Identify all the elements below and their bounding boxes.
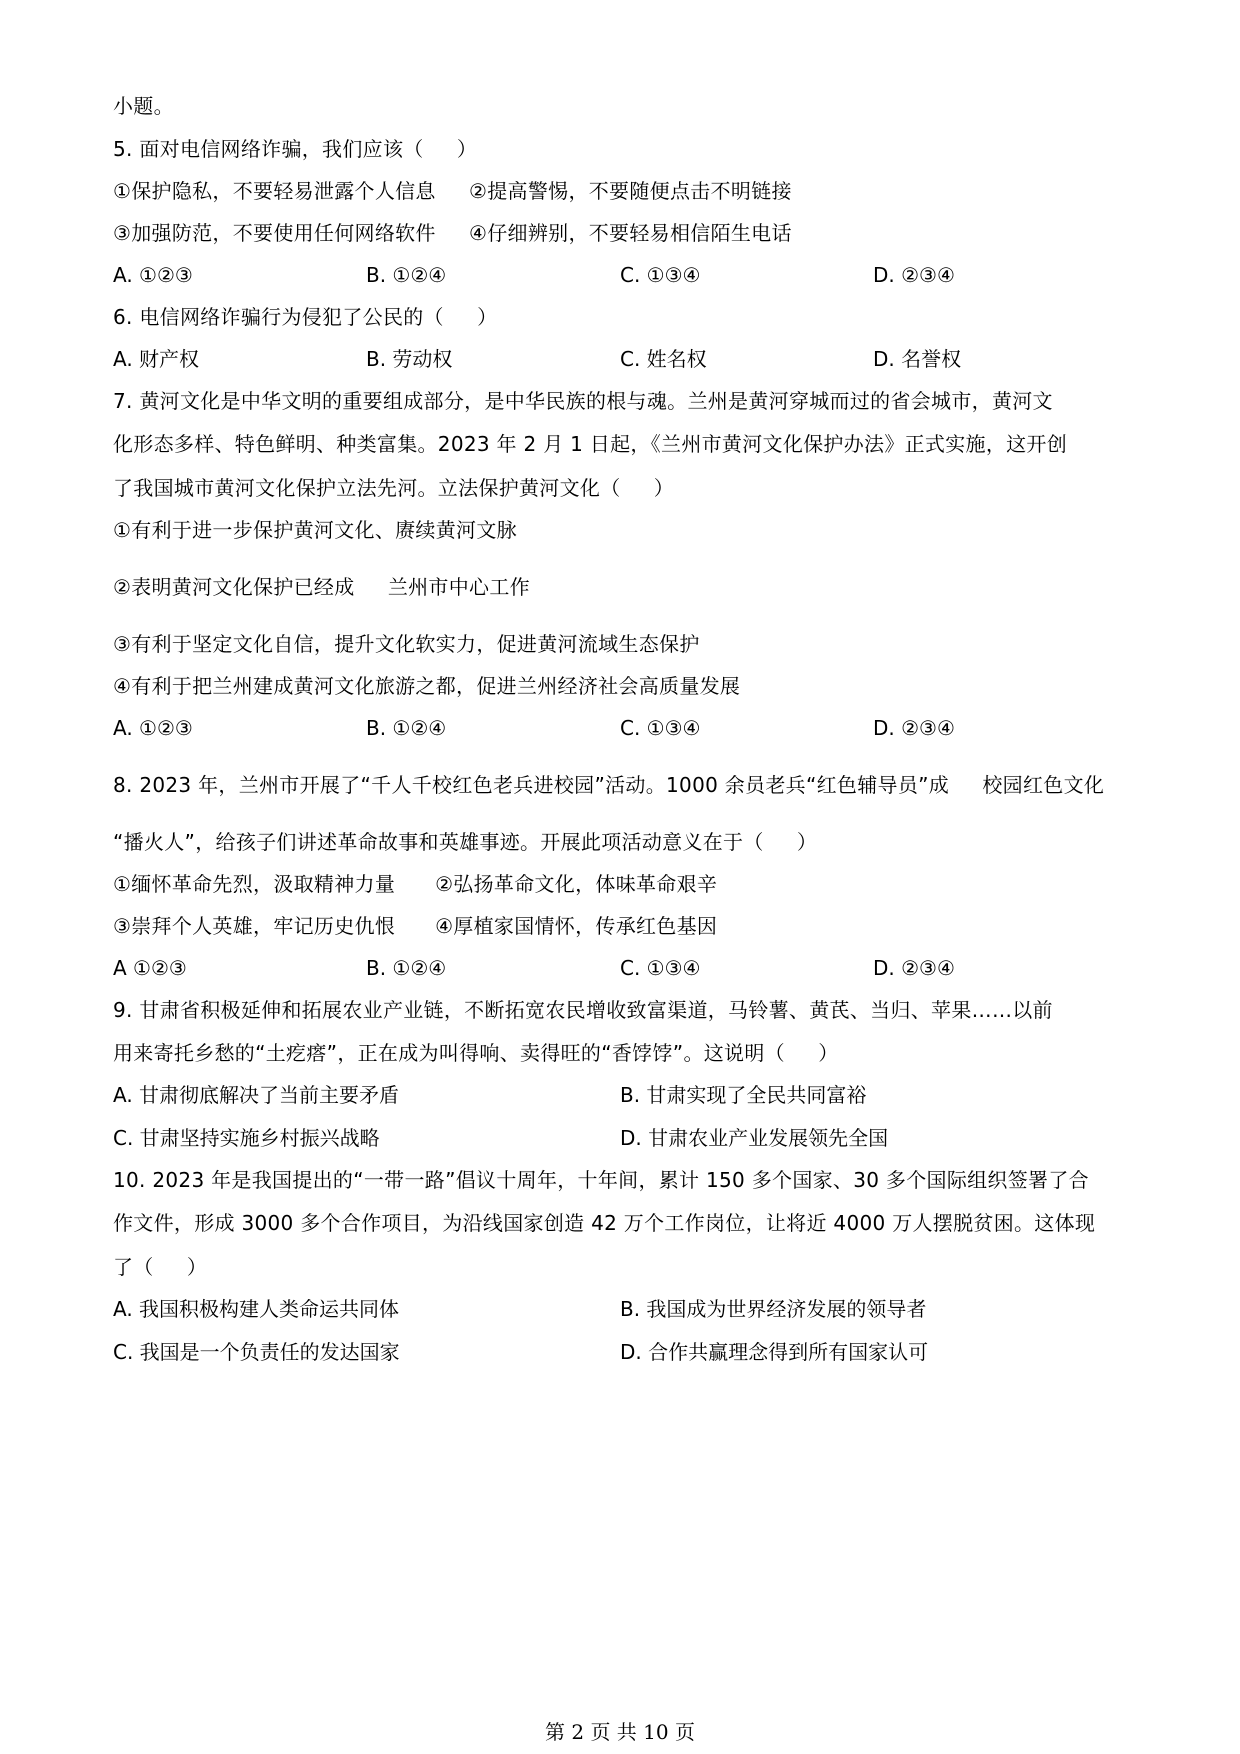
question-6-option-a: A. 财产权 xyxy=(113,347,200,371)
question-7-stem-line-1: 7. 黄河文化是中华文明的重要组成部分，是中华民族的根与魂。兰州是黄河穿城而过的省会城市，黄河文 xyxy=(113,389,1053,413)
question-10-option-b: B. 我国成为世界经济发展的领导者 xyxy=(620,1297,927,1321)
question-10-option-d: D. 合作共赢理念得到所有国家认可 xyxy=(620,1340,929,1364)
question-5-option-d: D. ②③④ xyxy=(873,263,955,287)
question-7-statement-3: ③有利于坚定文化自信，提升文化软实力，促进黄河流域生态保护 xyxy=(113,632,700,656)
question-8-statement-1-2: ①缅怀革命先烈，汲取精神力量 ②弘扬革命文化，体味革命艰辛 xyxy=(113,872,718,896)
question-10-stem-line-1: 10. 2023 年是我国提出的“一带一路”倡议十周年，十年间，累计 150 多个国家、30 多个国际组织签署了合 xyxy=(113,1168,1089,1192)
question-7-option-a: A. ①②③ xyxy=(113,716,193,740)
question-9-option-b: B. 甘肃实现了全民共同富裕 xyxy=(620,1083,867,1107)
question-5-option-a: A. ①②③ xyxy=(113,263,193,287)
question-5-stem: 5. 面对电信网络诈骗，我们应该（ ） xyxy=(113,137,478,161)
question-7-option-b: B. ①②④ xyxy=(366,716,447,740)
question-7-statement-4: ④有利于把兰州建成黄河文化旅游之都，促进兰州经济社会高质量发展 xyxy=(113,674,741,698)
question-9-stem-line-1: 9. 甘肃省积极延伸和拓展农业产业链，不断拓宽农民增收致富渠道，马铃薯、黄芪、当归、苹果……以前 xyxy=(113,998,1053,1022)
question-7-statement-1: ①有利于进一步保护黄河文化、赓续黄河文脉 xyxy=(113,518,517,542)
question-7-option-d: D. ②③④ xyxy=(873,716,955,740)
question-9-option-d: D. 甘肃农业产业发展领先全国 xyxy=(620,1126,889,1150)
question-5-statement-3-4: ③加强防范，不要使用任何网络软件 ④仔细辨别，不要轻易相信陌生电话 xyxy=(113,221,792,245)
question-9-stem-line-2: 用来寄托乡愁的“土疙瘩”，正在成为叫得响、卖得旺的“香饽饽”。这说明（ ） xyxy=(113,1041,839,1065)
question-7-statement-2: ②表明黄河文化保护已经成 兰州市中心工作 xyxy=(113,575,530,599)
question-10-option-a: A. 我国积极构建人类命运共同体 xyxy=(113,1297,400,1321)
question-6-stem: 6. 电信网络诈骗行为侵犯了公民的（ ） xyxy=(113,305,498,329)
question-5-option-c: C. ①③④ xyxy=(620,263,701,287)
question-10-option-c: C. 我国是一个负责任的发达国家 xyxy=(113,1340,400,1364)
question-8-option-a: A ①②③ xyxy=(113,956,187,980)
question-8-stem-line-1: 8. 2023 年，兰州市开展了“千人千校红色老兵进校园”活动。1000 余员老兵“红色辅导员”成 校园红色文化 xyxy=(113,773,1105,797)
page-number-footer: 第 2 页 共 10 页 xyxy=(545,1720,695,1744)
question-6-option-b: B. 劳动权 xyxy=(366,347,453,371)
question-6-option-c: C. 姓名权 xyxy=(620,347,707,371)
question-7-option-c: C. ①③④ xyxy=(620,716,701,740)
question-7-stem-line-3: 了我国城市黄河文化保护立法先河。立法保护黄河文化（ ） xyxy=(113,476,675,500)
question-8-statement-3-4: ③崇拜个人英雄，牢记历史仇恨 ④厚植家国情怀，传承红色基因 xyxy=(113,914,718,938)
question-10-stem-line-2: 作文件，形成 3000 多个合作项目，为沿线国家创造 42 万个工作岗位，让将近 4000 万人摆脱贫困。这体现 xyxy=(113,1211,1096,1235)
question-8-option-c: C. ①③④ xyxy=(620,956,701,980)
question-8-option-b: B. ①②④ xyxy=(366,956,447,980)
question-10-options-row-2 xyxy=(113,1338,1133,1450)
question-6-option-d: D. 名誉权 xyxy=(873,347,962,371)
question-9-option-c: C. 甘肃坚持实施乡村振兴战略 xyxy=(113,1126,380,1150)
question-5-option-b: B. ①②④ xyxy=(366,263,447,287)
question-8-option-d: D. ②③④ xyxy=(873,956,955,980)
intro-tail: 小题。 xyxy=(113,94,174,118)
question-8-stem-line-2: “播火人”，给孩子们讲述革命故事和英雄事迹。开展此项活动意义在于（ ） xyxy=(113,830,818,854)
question-7-stem-line-2: 化形态多样、特色鲜明、种类富集。2023 年 2 月 1 日起，《兰州市黄河文化保护办法》正式实施，这开创 xyxy=(113,432,1068,456)
question-10-stem-line-3: 了（ ） xyxy=(113,1255,208,1279)
question-9-option-a: A. 甘肃彻底解决了当前主要矛盾 xyxy=(113,1083,400,1107)
question-5-statement-1-2: ①保护隐私，不要轻易泄露个人信息 ②提高警惕，不要随便点击不明链接 xyxy=(113,179,792,203)
